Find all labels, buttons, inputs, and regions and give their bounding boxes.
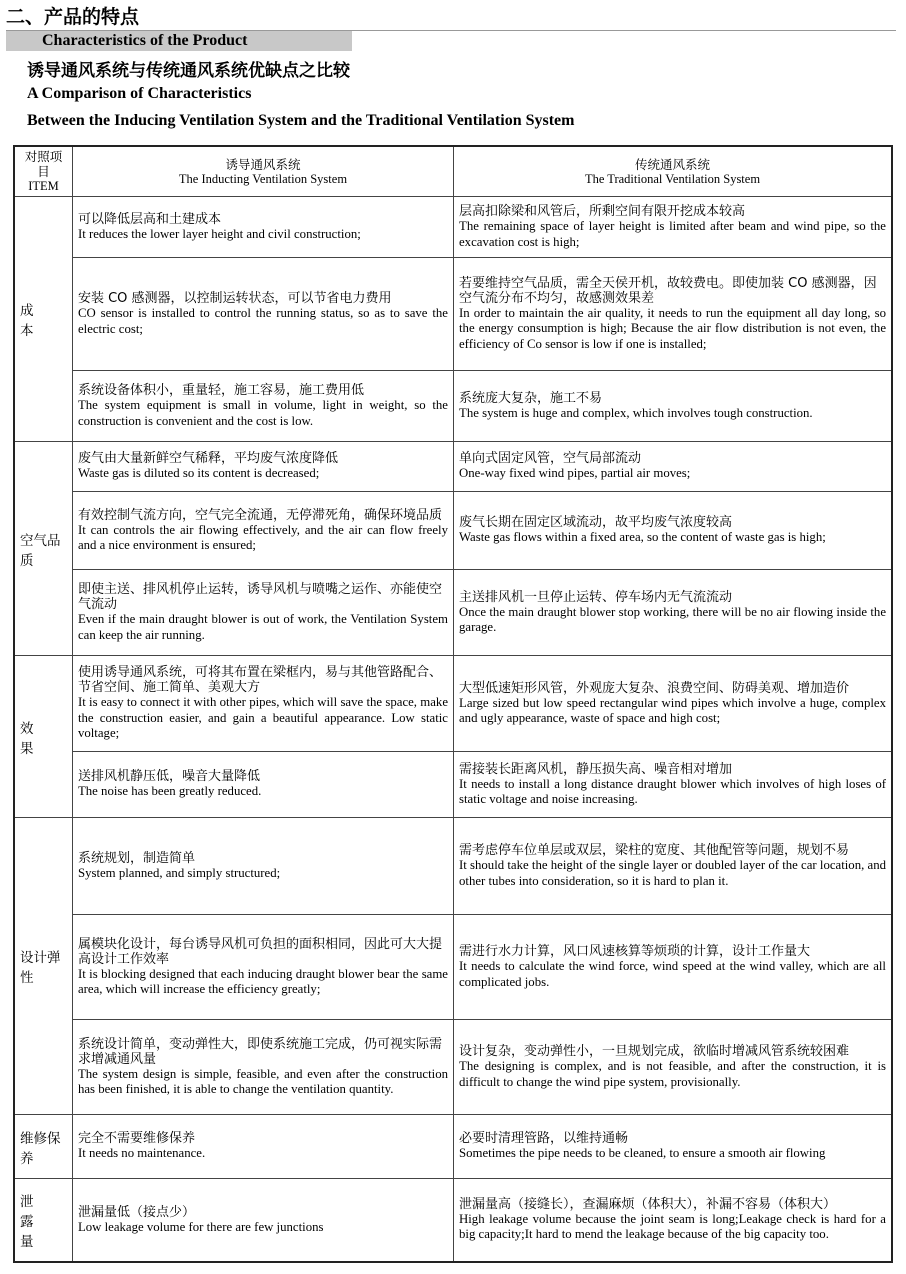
inducing-cn: 有效控制气流方向，空气完全流通，无停滞死角，确保环境品质 — [77, 507, 442, 523]
traditional-cell — [454, 818, 893, 915]
traditional-cn: 层高扣除梁和风管后，所剩空间有限开挖成本较高 — [459, 204, 746, 219]
traditional-cn: 废气长期在固定区域流动，故平均废气浓度较高 — [459, 515, 733, 531]
traditional-cn: 系统庞大复杂，施工不易 — [459, 390, 603, 406]
traditional-en: It should take the height of the single layer or doubled layer of the car location, and other tubes into consideration, so it is hard to plan it. — [459, 858, 886, 888]
table-row — [14, 1020, 892, 1115]
traditional-en: It needs to install a long distance draught blower which involves of high loses of static voltage and noise increasing. — [459, 776, 886, 806]
traditional-cell — [454, 442, 893, 492]
inducing-en: The system design is simple, feasible, and even after the construction has been finished, it is able to change the ventilation quantity. — [77, 1066, 448, 1096]
traditional-cn: 设计复杂，变动弹性小，一旦规划完成，欲临时增减风管系统较困难 — [459, 1044, 850, 1059]
section-title-en-bar — [6, 31, 352, 51]
inducing-cell — [72, 818, 453, 915]
inducing-cn: 安装 CO 感测器，以控制运转状态，可以节省电力费用 — [77, 291, 392, 306]
inducing-cell — [72, 752, 453, 818]
traditional-cn: 需接装长距离风机，静压损失高、噪音相对增加 — [459, 761, 733, 777]
table-row — [14, 492, 892, 570]
section-title-en: Characteristics of the Product — [42, 32, 248, 49]
inducing-en: Waste gas is diluted so its content is decreased; — [77, 466, 320, 481]
table-row — [14, 442, 892, 492]
traditional-cell — [454, 1020, 893, 1115]
header-inducing-cn: 诱导通风系统 — [225, 156, 301, 172]
table-row — [14, 1115, 892, 1179]
table-row — [14, 197, 892, 258]
table-row — [14, 371, 892, 442]
item-label: 泄 露 量 — [20, 1193, 40, 1250]
table-row — [14, 656, 892, 752]
inducing-en: System planned, and simply structured; — [77, 865, 281, 880]
traditional-en: In order to maintain the air quality, it needs to run the equipment all day long, so the energy consumption is high; Because the air flow distribution is not even, the efficiency of Co sensor is low if one is installed; — [459, 305, 886, 351]
table-row — [14, 570, 892, 656]
traditional-cn: 泄漏量高（接缝长），查漏麻烦（体积大），补漏不容易（体积大） — [459, 1196, 837, 1212]
item-label: 效 果 — [20, 720, 48, 757]
inducing-cell — [72, 1179, 453, 1262]
inducing-cell — [72, 258, 453, 371]
inducing-en: It is easy to connect it with other pipes, which will save the space, make the construction easier, and gain a beautiful appearance. Low static voltage; — [77, 695, 448, 741]
table-header-row — [14, 146, 892, 197]
traditional-cell — [454, 197, 893, 258]
item-cell-design-flexibility — [14, 818, 72, 1115]
table-row — [14, 258, 892, 371]
item-cell-effect — [14, 656, 72, 818]
inducing-cn: 完全不需要维修保养 — [77, 1131, 195, 1147]
inducing-cn: 系统设备体积小，重量轻，施工容易，施工费用低 — [77, 383, 364, 398]
inducing-cn: 送排风机静压低，噪音大量降低 — [77, 769, 260, 785]
table-row — [14, 818, 892, 915]
inducing-en: The system equipment is small in volume, light in weight, so the construction is convenient and the cost is low. — [77, 398, 448, 428]
traditional-cell — [454, 752, 893, 818]
header-traditional — [454, 146, 893, 197]
inducing-cn: 属模块化设计，每台诱导风机可负担的面积相同，因此可大大提高设计工作效率 — [77, 936, 442, 967]
inducing-cn: 泄漏量低（接点少） — [77, 1204, 195, 1220]
header-inducing — [72, 146, 453, 197]
inducing-cn: 可以降低层高和土建成本 — [77, 211, 221, 227]
item-label: 维修保养 — [20, 1130, 61, 1167]
section-title: 二、产品的特点 — [6, 6, 140, 28]
inducing-cn: 系统规划，制造简单 — [77, 850, 195, 866]
traditional-en: Once the main draught blower stop working, there will be no air flowing inside the garage. — [459, 604, 886, 634]
header-item — [14, 146, 72, 197]
item-label: 空气品质 — [20, 532, 61, 569]
inducing-cell — [72, 197, 453, 258]
inducing-cell — [72, 1020, 453, 1115]
table-row — [14, 1179, 892, 1262]
traditional-en: The remaining space of layer height is limited after beam and wind pipe, so the excavation cost is high; — [459, 219, 886, 249]
traditional-en: The system is huge and complex, which involves tough construction. — [459, 405, 813, 420]
traditional-cn: 需进行水力计算，风口风速核算等烦琐的计算，设计工作量大 — [459, 944, 811, 959]
traditional-cell — [454, 1179, 893, 1262]
table-row — [14, 752, 892, 818]
traditional-cell — [454, 656, 893, 752]
traditional-cell — [454, 258, 893, 371]
inducing-en: It is blocking designed that each inducing draught blower bear the same area, which will increase the efficiency greatly; — [77, 966, 448, 996]
header-item-en: ITEM — [28, 179, 59, 193]
header-traditional-cn: 传统通风系统 — [634, 156, 710, 172]
comparison-title-cn: 诱导通风系统与传统通风系统优缺点之比较 — [27, 61, 350, 81]
table-row — [14, 915, 892, 1020]
traditional-cell — [454, 492, 893, 570]
inducing-en: CO sensor is installed to control the running status, so as to save the electric cost; — [77, 306, 448, 336]
inducing-en: It reduces the lower layer height and civil construction; — [77, 226, 361, 241]
item-label: 成 本 — [20, 303, 48, 339]
header-traditional-en: The Traditional Ventilation System — [584, 171, 761, 186]
comparison-title-en-2: Between the Inducing Ventilation System and the Traditional Ventilation System — [27, 112, 575, 129]
inducing-en: Even if the main draught blower is out of work, the Ventilation System can keep the air running. — [77, 612, 448, 642]
traditional-cell — [454, 371, 893, 442]
header-inducing-en: The Inducting Ventilation System — [178, 171, 348, 186]
traditional-cn: 若要维持空气品质，需全天侯开机，故较费电。即使加装 CO 感测器，因空气流分布不均匀，故感测效果差 — [459, 275, 877, 306]
traditional-cn: 需考虑停车位单层或双层，梁柱的宽度、其他配管等问题，规划不易 — [459, 843, 850, 858]
inducing-cell — [72, 570, 453, 656]
inducing-cn: 即使主送、排风机停止运转，诱导风机与喷嘴之运作、亦能使空气流动 — [77, 582, 442, 612]
item-cell-cost — [14, 197, 72, 442]
item-label: 设计弹性 — [20, 950, 61, 986]
traditional-en: It needs to calculate the wind force, wind speed at the wind valley, which are all complicated jobs. — [459, 959, 886, 989]
inducing-cn: 系统设计简单，变动弹性大，即使系统施工完成，仍可视实际需求增减通风量 — [77, 1036, 442, 1067]
traditional-en: High leakage volume because the joint seam is long;Leakage check is hard for a big capacity;It hard to mend the leakage because of the big capacity too. — [459, 1211, 886, 1242]
inducing-en: Low leakage volume for there are few junctions — [77, 1219, 324, 1234]
inducing-en: The noise has been greatly reduced. — [77, 784, 262, 799]
traditional-en: The designing is complex, and is not feasible, and after the construction, it is difficult to change the wind pipe system, provisionally. — [459, 1059, 886, 1089]
inducing-cell — [72, 442, 453, 492]
traditional-cell — [454, 570, 893, 656]
traditional-en: Sometimes the pipe needs to be cleaned, to ensure a smooth air flowing — [459, 1146, 826, 1161]
inducing-cn: 使用诱导通风系统，可将其布置在梁框内，易与其他管路配合、节省空间、施工简单、美观大方 — [77, 665, 442, 696]
traditional-cn: 主送排风机一旦停止运转、停车场内无气流流动 — [459, 589, 733, 605]
inducing-en: It needs no maintenance. — [77, 1146, 206, 1161]
comparison-table — [13, 145, 893, 1263]
item-cell-air-quality — [14, 442, 72, 656]
traditional-en: Waste gas flows within a fixed area, so the content of waste gas is high; — [459, 530, 826, 545]
traditional-cn: 必要时清理管路，以维持通畅 — [459, 1131, 629, 1147]
item-cell-leakage — [14, 1179, 72, 1262]
inducing-en: It can controls the air flowing effectively, and the air can flow freely and a nice environment is ensured; — [77, 522, 448, 552]
inducing-cell — [72, 1115, 453, 1179]
header-item-cn: 对照项目 — [24, 149, 63, 179]
traditional-en: Large sized but low speed rectangular wind pipes which involve a huge, complex and ugly appearance, waste of space and high cost; — [459, 695, 886, 725]
inducing-cell — [72, 915, 453, 1020]
item-cell-maintenance — [14, 1115, 72, 1179]
inducing-cell — [72, 656, 453, 752]
traditional-cell — [454, 915, 893, 1020]
comparison-title-en-1: A Comparison of Characteristics — [27, 85, 252, 102]
inducing-cn: 废气由大量新鲜空气稀释，平均废气浓度降低 — [77, 451, 338, 467]
inducing-cell — [72, 492, 453, 570]
traditional-cell — [454, 1115, 893, 1179]
traditional-en: One-way fixed wind pipes, partial air moves; — [459, 466, 691, 481]
traditional-cn: 大型低速矩形风管，外观庞大复杂、浪费空间、防碍美观、增加造价 — [459, 680, 850, 696]
traditional-cn: 单向式固定风管，空气局部流动 — [459, 451, 642, 467]
inducing-cell — [72, 371, 453, 442]
